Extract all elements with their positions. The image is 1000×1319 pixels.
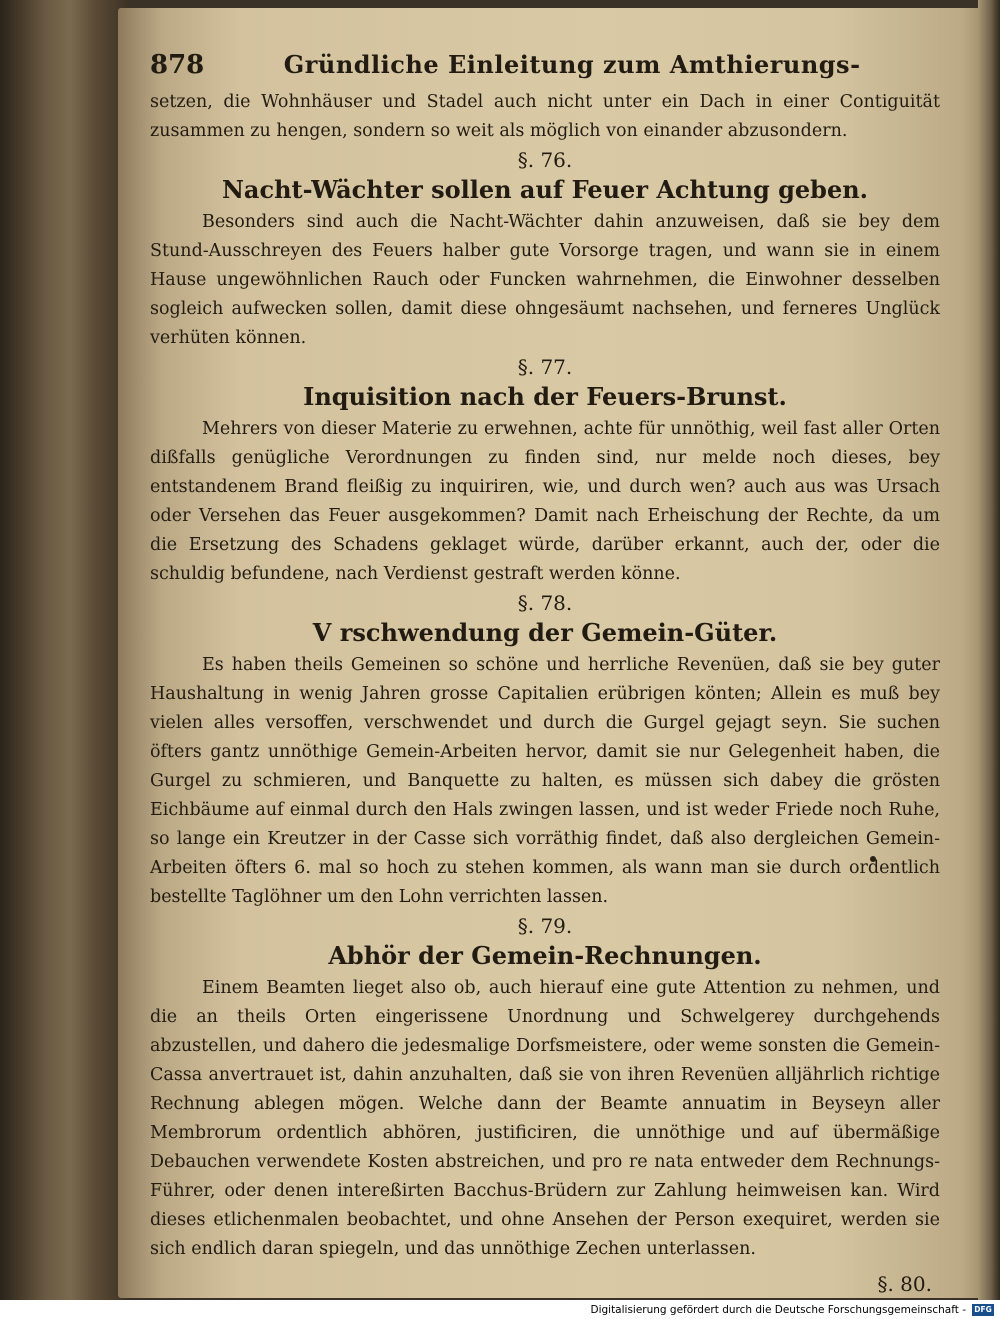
section-mark: §. 76.: [517, 148, 573, 172]
paragraph-continuation: setzen, die Wohnhäuser und Stadel auch nicht unter ein Dach in einer Contiguität zusammen zu hengen, sondern so weit als möglich von einander abzusondern.: [150, 92, 940, 141]
running-title: Gründliche Einleitung zum Amthierungs-: [283, 50, 861, 79]
section-body: Einem Beamten lieget also ob, auch hierauf eine gute Attention zu nehmen, und die an theils Orten eingerissene Unordnung und Schwelgerey durchgehends abzustellen, und dahero die jedesmalige Dorfsmeistere, oder weme sonsten die Gemein-Cassa anvertrauet ist, dahin anzuhalten, daß sie von ihren Revenüen alljährlich richtige Rechnung ablegen mögen. Welche dann der Beamte annuatim in Beyseyn aller Membrorum ordentlich abhören, justificiren, die unnöthige und auf übermäßige Debauchen verwendete Kosten abstreichen, und pro re nata entweder dem Rechnungs-Führer, oder denen intereßirten Bacchus-Brüdern zur Zahlung heimweisen kan. Wird dieses etlichenmalen beobachtet, und ohne Ansehen der Person exequiret, werden sie sich endlich daran spiegeln, und das unnöthige Zechen unterlassen.: [150, 978, 940, 1259]
section-79: [150, 912, 940, 1264]
section-title: Nacht-Wächter sollen auf Feuer Achtung geben.: [221, 175, 869, 204]
page-number: 878: [150, 50, 205, 80]
section-body: Mehrers von dieser Materie zu erwehnen, achte für unnöthig, weil fast aller Orten dißfalls genügliche Verordnungen zu finden sind, nur melde noch dieses, bey entstandenem Brand fleißig zu inquiriren, wie, und durch wen? auch aus was Ursach oder Versehen das Feuer ausgekommen? Damit nach Erheischung der Rechte, da um die Ersetzung des Schadens geklaget würde, darüber erkannt, auch der, oder die schuldig befundene, nach Verdienst gestraft werden könne.: [150, 419, 940, 584]
book-spine: [0, 0, 128, 1300]
section-title: Abhör der Gemein-Rechnungen.: [328, 941, 762, 970]
dfg-logo-icon: DFG: [972, 1304, 994, 1316]
section-body: Es haben theils Gemeinen so schöne und herrliche Revenüen, daß sie bey guter Haushaltung in wenig Jahren grosse Capitalien erübrigen könten; Allein es muß bey vielen alles versoffen, verschwendet und durch die Gurgel gejagt seyn. Sie suchen öfters gantz unnöthige Gemein-Arbeiten hervor, damit sie nur Gelegenheit haben, die Gurgel zu schmieren, und Banquette zu halten, es müssen sich dabey die grösten Eichbäume auf einmal durch den Hals zwingen lassen, und ist weder Friede noch Ruhe, so lange ein Kreutzer in der Casse sich vorräthig findet, daß also dergleichen Gemein-Arbeiten öfters 6. mal so hoch zu stehen kommen, als wann man sie durch ordentlich bestellte Taglöhner um den Lohn verrichten lassen.: [150, 655, 940, 907]
section-78: [150, 589, 940, 912]
section-mark: §. 79.: [517, 914, 573, 938]
section-title: V rschwendung der Gemein-Güter.: [312, 618, 778, 647]
section-mark: §. 77.: [517, 355, 573, 379]
digitization-footer: [590, 1302, 994, 1317]
section-body: Besonders sind auch die Nacht-Wächter dahin anzuweisen, daß sie bey dem Stund-Ausschreyen des Feuers halber gute Vorsorge tragen, und wann sie in einem Hause ungewöhnlichen Rauch oder Funcken wahrnehmen, die Einwohner desselben sogleich aufwecken sollen, damit diese ohngesäumt nachsehen, und ferneres Unglück verhüten können.: [150, 212, 940, 348]
page-content: [150, 50, 940, 1299]
section-title: Inquisition nach der Feuers-Brunst.: [303, 382, 787, 411]
running-header: [150, 50, 940, 80]
section-77: [150, 353, 940, 589]
catchword: §. 80.: [877, 1272, 932, 1296]
page-edge: [978, 0, 1000, 1300]
section-76: [150, 146, 940, 353]
funding-credit: Digitalisierung gefördert durch die Deutsche Forschungsgemeinschaft -: [590, 1303, 966, 1316]
section-mark: §. 78.: [517, 591, 573, 615]
